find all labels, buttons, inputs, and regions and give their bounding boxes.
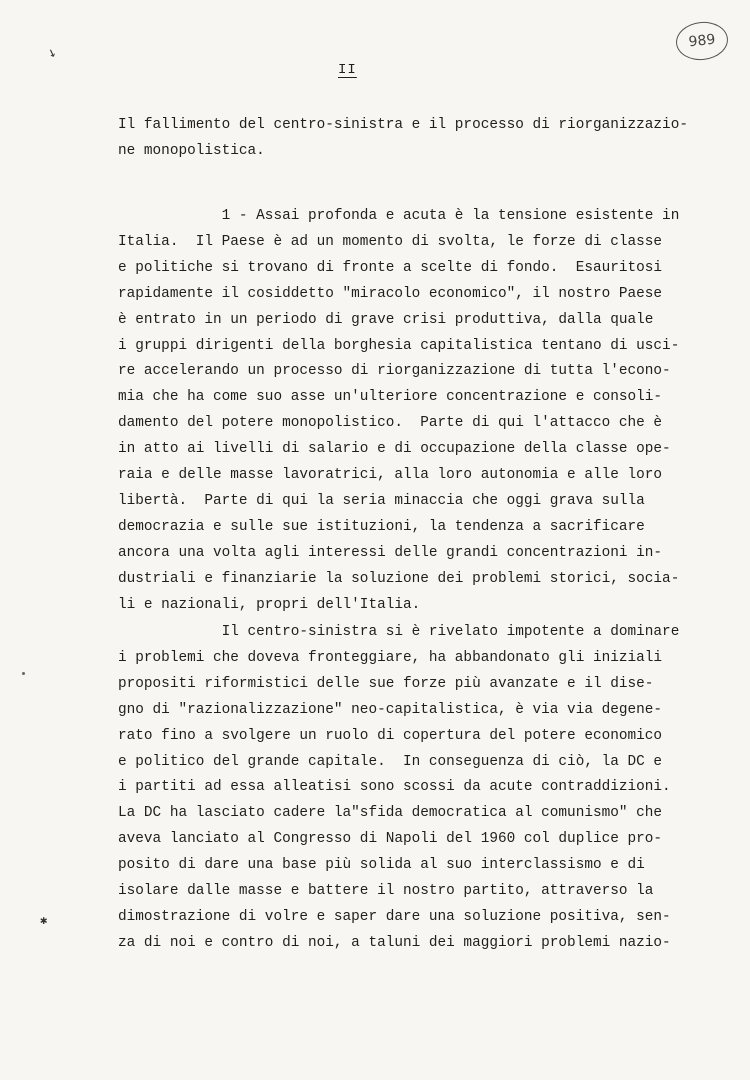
paragraph-1 [118, 204, 698, 619]
text-line: li e nazionali, propri dell'Italia. [118, 596, 421, 613]
text-line: isolare dalle masse e battere il nostro partito, attraverso la [118, 883, 654, 900]
pen-mark: ↘ [45, 44, 59, 62]
text-line: propositi riformistici delle sue forze più avanzate e il dise- [118, 675, 654, 692]
page-number: 989 [687, 31, 717, 51]
text-line: mia che ha come suo asse un'ulteriore concentrazione e consoli- [118, 389, 663, 406]
text-line: libertà. Parte di qui la seria minaccia che oggi grava sulla [118, 492, 645, 509]
title-line: ne monopolistica. [118, 142, 265, 159]
text-line: Il centro-sinistra si è rivelato impotente a dominare [118, 624, 680, 640]
section-title [118, 113, 698, 165]
text-line: raia e delle masse lavoratrici, alla loro autonomia e alle loro [118, 467, 663, 484]
text-line: aveva lanciato al Congresso di Napoli del 1960 col duplice pro- [118, 831, 663, 848]
text-line: rapidamente il cosiddetto "miracolo economico", il nostro Paese [118, 285, 663, 302]
chapter-heading: II [338, 62, 357, 78]
text-line: i partiti ad essa alleatisi sono scossi da acute contraddizioni. [118, 779, 671, 796]
text-line: è entrato in un periodo di grave crisi produttiva, dalla quale [118, 311, 654, 328]
margin-dot [22, 672, 25, 675]
text-line: i problemi che doveva fronteggiare, ha abbandonato gli iniziali [118, 649, 663, 666]
margin-asterisk: ✱ [40, 914, 48, 928]
text-line: damento del potere monopolistico. Parte di qui l'attacco che è [118, 415, 663, 432]
text-line: e politico del grande capitale. In conseguenza di ciò, la DC e [118, 753, 663, 770]
page-number-stamp [674, 19, 730, 62]
text-line: dustriali e finanziarie la soluzione dei problemi storici, socia- [118, 570, 680, 587]
text-line: gno di "razionalizzazione" neo-capitalistica, è via via degene- [118, 701, 663, 718]
text-line: dimostrazione di volre e saper dare una soluzione positiva, sen- [118, 908, 671, 925]
text-line: i gruppi dirigenti della borghesia capitalistica tentano di usci- [118, 337, 680, 354]
text-line: ancora una volta agli interessi delle grandi concentrazioni in- [118, 544, 663, 561]
text-line: re accelerando un processo di riorganizzazione di tutta l'econo- [118, 363, 671, 380]
text-line: in atto ai livelli di salario e di occupazione della classe ope- [118, 441, 671, 458]
paragraph-2 [118, 620, 698, 957]
text-line: La DC ha lasciato cadere la"sfida democratica al comunismo" che [118, 805, 663, 822]
text-line: za di noi e contro di noi, a taluni dei maggiori problemi nazio- [118, 934, 671, 951]
text-line: e politiche si trovano di fronte a scelte di fondo. Esauritosi [118, 259, 663, 276]
text-line: posito di dare una base più solida al suo interclassismo e di [118, 857, 645, 874]
title-line: Il fallimento del centro-sinistra e il processo di riorganizzazio- [118, 117, 688, 133]
text-line: democrazia e sulle sue istituzioni, la tendenza a sacrificare [118, 518, 645, 535]
text-line: 1 - Assai profonda e acuta è la tensione esistente in [118, 208, 680, 224]
text-line: Italia. Il Paese è ad un momento di svolta, le forze di classe [118, 233, 663, 250]
text-line: rato fino a svolgere un ruolo di copertura del potere economico [118, 727, 663, 744]
